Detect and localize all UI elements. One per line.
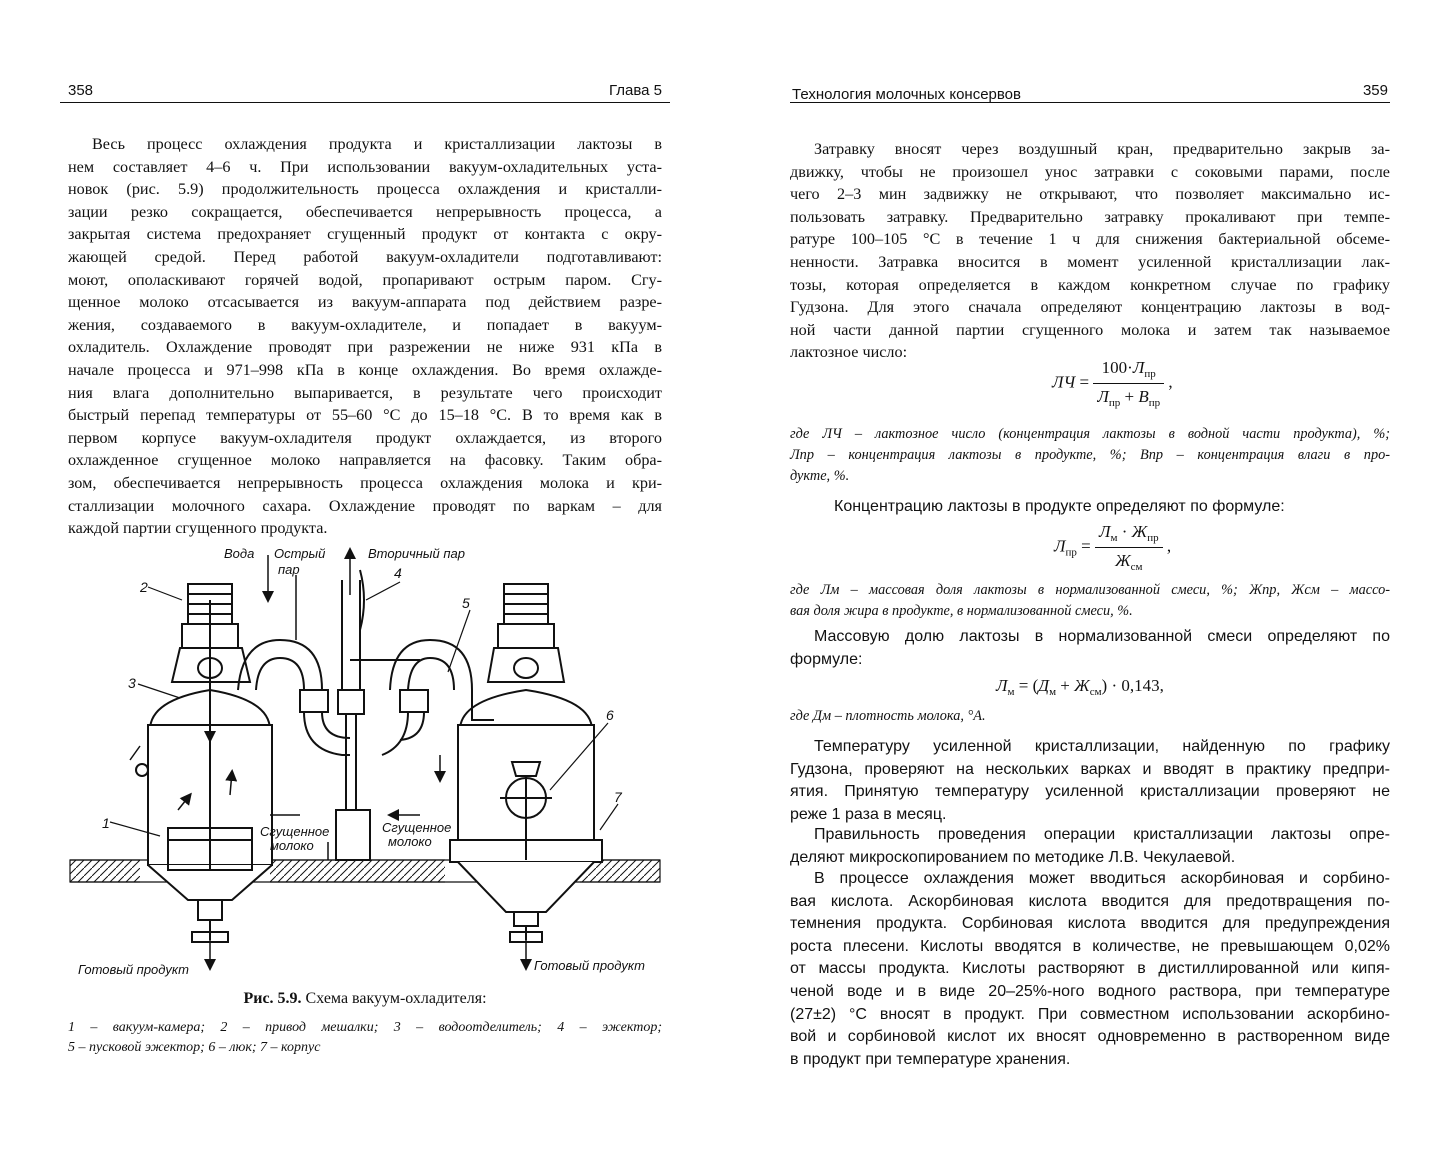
text-line: вая доля жира в продукте, в нормализованной смеси, %. — [790, 603, 1133, 619]
figure-caption — [60, 990, 670, 1008]
callout-1: 1 — [102, 815, 110, 831]
text-line: где Дм – плотность молока, °А. — [790, 708, 986, 724]
text-line: ратуре 100–105 °С в течение 1 ч для снижения бактериальной обсеме- — [790, 230, 1390, 249]
text-line: чего 2–3 мин задвижку не открывают, что позволяет максимально ис- — [790, 185, 1390, 204]
callout-4: 4 — [394, 565, 402, 581]
left-running-head — [60, 78, 670, 103]
text-line: где ЛЧ – лактозное число (концентрация лактозы в водной части продукта), %; — [790, 426, 1390, 442]
text-line: Температуру усиленной кристаллизации, найденную по графику — [814, 738, 1390, 755]
label-condensed-milk-left: Сгущенное — [260, 824, 330, 839]
right-paragraph-5 — [790, 824, 1390, 869]
text-line: нем составляет 4–6 ч. При использовании вакуум-охладительных уста- — [68, 157, 662, 176]
text-line: ной части данной партии сгущенного молока и затем так называемое — [790, 320, 1390, 339]
vacuum-cooler-figure — [60, 540, 670, 980]
text-line: новок (рис. 5.9) продолжительность процесса охлаждения и кристалли- — [68, 180, 662, 199]
figure-caption-label: Рис. 5.9. — [243, 990, 302, 1007]
callout-3: 3 — [128, 675, 136, 691]
formula-lactose-mass-fraction: $Л_м = (Д_м + Ж_{см}) \cdot 0,143$, — [996, 676, 1164, 698]
right-chapter-title: Технология молочных консервов — [792, 86, 1021, 103]
right-paragraph-6 — [790, 868, 1390, 1071]
text-line: Гудзона. Для этого сначала определяют концентрацию лактозы в вод- — [790, 298, 1390, 317]
text-line: реже 1 раза в месяц. — [790, 805, 947, 823]
text-line: жающей средой. Перед работой вакуум-охладители подготавливают: — [68, 247, 662, 266]
formula-2-explanation — [790, 580, 1390, 622]
formula-lactose-number: ЛЧ = $\frac{100\cdot Л_{пр}}{Л_{пр} + В_{пр}}$ , — [1052, 358, 1173, 409]
text-line: лактозное число: — [790, 343, 908, 362]
text-line: Концентрацию лактозы в продукте определяют по формуле: — [834, 498, 1285, 515]
text-line: ненности. Затравка вносится в момент усиленной кристаллизации лак- — [790, 252, 1390, 271]
callout-5: 5 — [462, 595, 470, 611]
right-paragraph-3 — [790, 626, 1390, 671]
formula-lactose-concentration: $Л_{пр}$ = $\frac{Л_м \cdot Ж_{пр}}{Ж_{см}}$ , — [1054, 522, 1172, 573]
text-line: темнения продукта. Сорбиновая кислота вводится для предупреждения — [790, 915, 1390, 933]
right-paragraph-1 — [790, 138, 1390, 364]
text-line: В процессе охлаждения может вводиться аскорбиновая и сорбино- — [814, 870, 1390, 887]
left-vessel — [130, 584, 272, 942]
text-line: зации резко сокращается, обеспечивается непрерывность процесса, а — [68, 202, 662, 221]
text-line: Лпр – концентрация лактозы в продукте, %; Впр – концентрация влаги в про- — [790, 447, 1390, 463]
legend-line: 5 – пусковой эжектор; 6 – люк; 7 – корпус — [68, 1040, 321, 1055]
label-finished-product-right: Готовый продукт — [534, 958, 645, 973]
callout-2: 2 — [140, 579, 148, 595]
text-line: закрытая система предохраняет сгущенный продукт от контакта с окру- — [68, 225, 662, 244]
text-line: Весь процесс охлаждения продукта и кристаллизации лактозы в — [92, 135, 662, 153]
text-line: охладитель. Охлаждение проводят при разрежении не ниже 931 кПа в — [68, 338, 662, 357]
right-paragraph-2 — [834, 496, 1390, 519]
text-line: каждой партии сгущенного продукта. — [68, 519, 328, 538]
right-page-number: 359 — [1362, 82, 1388, 99]
text-line: ятия. Принятую температуру усиленной кристаллизации проверяют не — [790, 783, 1390, 801]
text-line: щенное молоко отсасывается из вакуум-аппарата под действием разре- — [68, 293, 662, 312]
connecting-pipes — [238, 640, 494, 755]
right-running-head — [790, 78, 1390, 103]
label-live-steam: Острый — [274, 546, 326, 561]
text-line: пользовать затравку. Предварительно затравку прокаливают при темпе- — [790, 207, 1390, 226]
text-line: Гудзона, проверяют на нескольких варках и вводят в практику предпри- — [790, 760, 1390, 778]
ejector — [296, 570, 420, 860]
label-live-steam-2: пар — [278, 562, 300, 577]
left-paragraph — [68, 133, 662, 540]
text-line: зом, обеспечивается непрерывность процесса охлаждения молока и кри- — [68, 473, 662, 492]
callout-6: 6 — [606, 707, 614, 723]
label-water: Вода — [224, 546, 255, 561]
text-line: моют, ополаскивают горячей водой, пропаривают острым паром. Сгу- — [68, 270, 662, 289]
label-condensed-milk-left-2: молоко — [270, 838, 314, 853]
label-finished-product-left: Готовый продукт — [78, 962, 189, 977]
figure-legend — [68, 1018, 662, 1058]
text-line: жения, создаваемого в вакуум-охладителе, и попадает в вакуум- — [68, 315, 662, 334]
formula-3-explanation — [790, 706, 1390, 727]
formula-1-explanation — [790, 424, 1390, 487]
text-line: Затравку вносят через воздушный кран, предварительно закрыв за- — [814, 140, 1390, 158]
text-line: начале процесса и 971–998 кПа в конце охлаждения. Во время охлажде- — [68, 360, 662, 379]
right-vessel — [450, 584, 602, 942]
label-condensed-milk-right-2: молоко — [388, 834, 432, 849]
text-line: деляют микроскопированием по методике Л.В. Чекулаевой. — [790, 848, 1236, 866]
figure-caption-text: Схема вакуум-охладителя: — [301, 990, 487, 1007]
left-chapter-title: Глава 5 — [608, 82, 662, 99]
right-paragraph-4 — [790, 736, 1390, 826]
text-line: ния влага дополнительно выпаривается, в результате чего происходит — [68, 383, 662, 402]
callout-7: 7 — [614, 789, 622, 805]
text-line: где Лм – массовая доля лактозы в нормализованной смеси, %; Жпр, Жсм – массо- — [790, 582, 1390, 598]
text-line: охлажденное сгущенное молоко направляется на фасовку. Таким обра- — [68, 451, 662, 470]
text-line: от массы продукта. Кислоты растворяют в дистиллированной или кипя- — [790, 960, 1390, 978]
left-page-number: 358 — [68, 82, 94, 99]
label-condensed-milk-right: Сгущенное — [382, 820, 452, 835]
vacuum-cooler-diagram — [60, 540, 670, 980]
text-line: движку, чтобы не произошел унос затравки с соковыми парами, после — [790, 162, 1390, 181]
text-line: в продукт при температуре хранения. — [790, 1050, 1071, 1068]
legend-line: 1 – вакуум-камера; 2 – привод мешалки; 3 – водоотделитель; 4 – эжектор; — [68, 1020, 662, 1035]
label-secondary-steam: Вторичный пар — [368, 546, 465, 561]
text-line: первом корпусе вакуум-охладителя продукт охлаждается, из второго — [68, 428, 662, 447]
text-line: дукте, %. — [790, 468, 850, 484]
text-line: Массовую долю лактозы в нормализованной смеси определяют по — [814, 628, 1390, 645]
text-line: вая кислота. Аскорбиновая кислота вводится для предотвращения по- — [790, 892, 1390, 910]
text-line: ченой воде и в виде 20–25%-ного водного раствора, при температуре — [790, 982, 1390, 1000]
text-line: формуле: — [790, 650, 863, 668]
text-line: роста плесени. Кислоты вводятся в количестве, не превышающем 0,02% — [790, 937, 1390, 955]
text-line: Правильность проведения операции кристаллизации лактозы опре- — [814, 826, 1390, 843]
text-line: вой и сорбиновой кислот их вносят одновременно в растворенном виде — [790, 1028, 1390, 1046]
text-line: тозы, которая определяется в каждом конкретном случае по графику — [790, 275, 1390, 294]
text-line: сталлизации молочного сахара. Охлаждение проводят по варкам – для — [68, 496, 662, 515]
text-line: (27±2) °С вносят в продукт. При совместном использовании аскорбино- — [790, 1005, 1390, 1023]
text-line: быстрый перепад температуры от 55–60 °С до 15–18 °С. В то время как в — [68, 406, 662, 425]
